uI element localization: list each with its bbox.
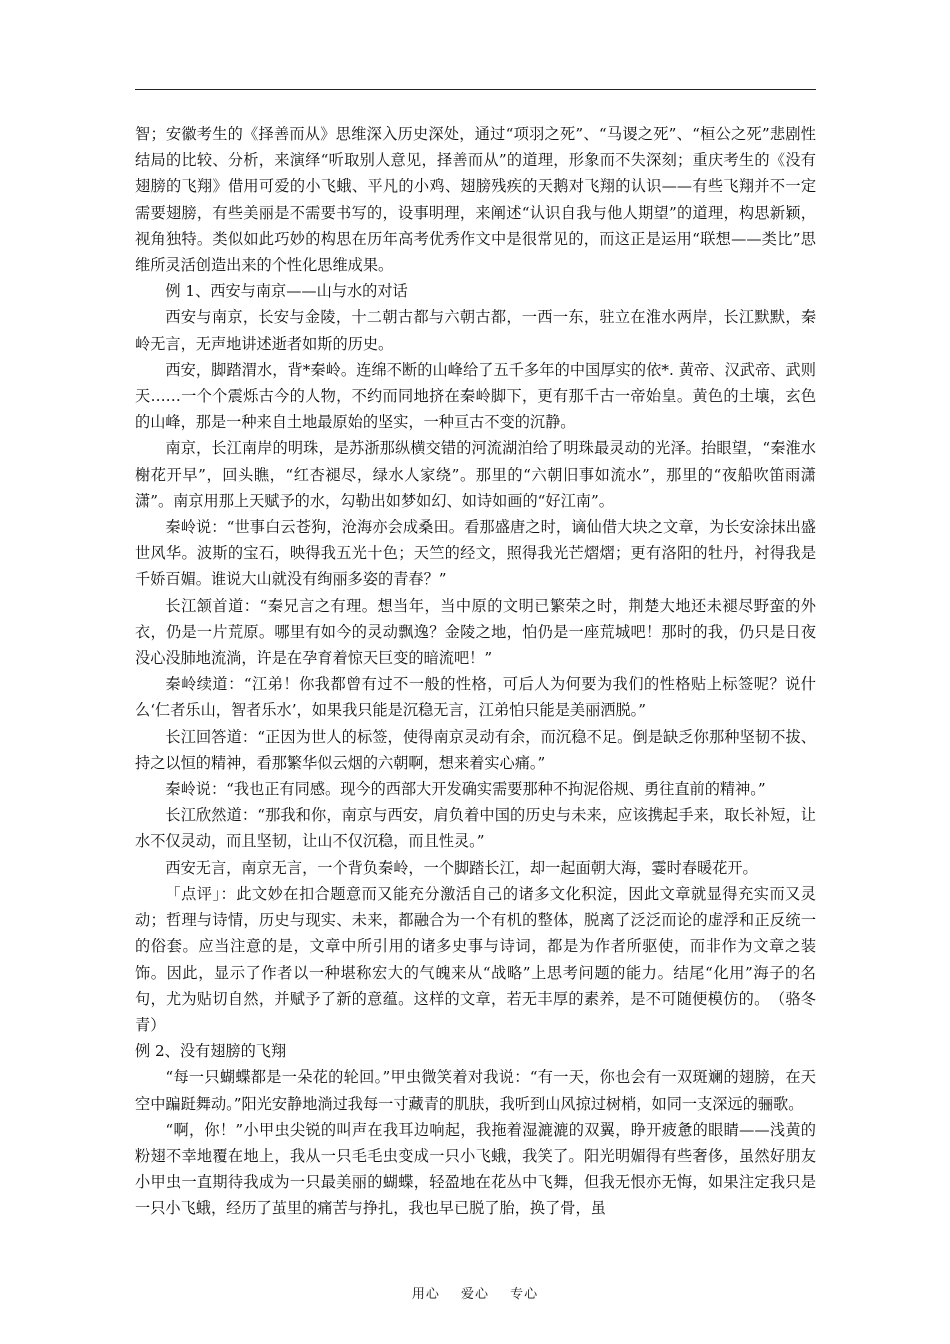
footer-text: 用心 xyxy=(411,1287,440,1302)
paragraph: 长江颔首道：“秦兄言之有理。想当年，当中原的文明已繁荣之时，荆楚大地还未褪尽野蛮的外衣，仍是一片荒原。哪里有如今的灵动飘逸？金陵之地，怕仍是一座荒城吧！那时的我，仍只是日夜没心没肺地流淌，许是在孕育着惊天巨变的暗流吧！” xyxy=(135,596,816,668)
paragraph: 秦岭续道：“江弟！你我都曾有过不一般的性格，可后人为何要为我们的性格贴上标签呢？说什么‘仁者乐山，智者乐水’，如果我只能是沉稳无言，江弟怕只能是美丽洒脱。” xyxy=(135,675,816,720)
header-rule xyxy=(135,89,816,90)
paragraph: 长江回答道：“正因为世人的标签，使得南京灵动有余，而沉稳不足。倒是缺乏你那种坚韧不拔、持之以恒的精神，看那繁华似云烟的六朝啊，想来着实心痛。” xyxy=(135,727,816,772)
paragraph: 西安，脚踏渭水，背*秦岭。连绵不断的山峰给了五千多年的中国厚实的依*. 黄帝、汉武帝、武则天……一个个震烁古今的人物，不约而同地挤在秦岭脚下，更有那千古一帝始皇。黄色的土壤，玄色的山峰，那是一种来自土地最原始的坚实，一种亘古不变的沉静。 xyxy=(135,360,816,432)
page-footer xyxy=(0,1283,950,1302)
example-heading: 例 2、没有翅膀的飞翔 xyxy=(135,1042,287,1061)
footer-text: 爱心 xyxy=(460,1287,489,1302)
paragraph: 秦岭说：“我也正有同感。现今的西部大开发确实需要那种不拘泥俗规、勇往直前的精神。” xyxy=(165,780,766,799)
example-heading: 例 1、西安与南京——山与水的对话 xyxy=(165,282,408,301)
paragraph: 南京，长江南岸的明珠，是苏浙那纵横交错的河流湖泊给了明珠最灵动的光泽。抬眼望，“秦淮水榭花开早”，回头瞧，“红杏褪尽，绿水人家绕”。那里的“六朝旧事如流水”，那里的“夜船吹笛雨潇潇”。南京用那上天赋予的水，勾勒出如梦如幻、如诗如画的“好江南”。 xyxy=(135,439,816,510)
document-body xyxy=(135,121,816,1222)
paragraph: “啊，你！”小甲虫尖锐的叫声在我耳边响起，我拖着湿漉漉的双翼，睁开疲惫的眼睛——浅黄的粉翅不幸地覆在地上，我从一只毛毛虫变成一只小飞蛾，我笑了。阳光明媚得有些奢侈，虽然好朋友小甲虫一直期待我成为一只最美丽的蝴蝶，轻盈地在花丛中飞舞，但我无恨亦无悔，如果注定我只是一只小飞蛾，经历了茧里的痛苦与挣扎，我也早已脱了胎，换了骨，虽 xyxy=(135,1120,816,1218)
footer-text: 专心 xyxy=(510,1287,539,1302)
commentary-paragraph: 「点评」：此文妙在扣合题意而又能充分激活自己的诸多文化积淀，因此文章就显得充实而又灵动；哲理与诗情，历史与现实、未来，都融合为一个有机的整体，脱离了泛泛而论的虚浮和正反统一的俗套。应当注意的是，文章中所引用的诸多史事与诗词，都是为作者所驱使，而非作为文章之装饰。因此，显示了作者以一种堪称宏大的气魄来从“战略”上思考问题的能力。结尾“化用”海子的名句，尤为贴切自然，并赋予了新的意蕴。这样的文章，若无丰厚的素养，是不可随便模仿的。 （骆冬青） xyxy=(135,884,816,1034)
paragraph: 秦岭说：“世事白云苍狗，沧海亦会成桑田。看那盛唐之时，谪仙借大块之文章，为长安涂抹出盛世风华。波斯的宝石，映得我五光十色；天竺的经文，照得我光芒熠熠；更有洛阳的牡丹，衬得我是千娇百媚。谁说大山就没有绚丽多姿的青春？” xyxy=(135,518,816,589)
paragraph: “每一只蝴蝶都是一朵花的轮回。”甲虫微笑着对我说：“有一天，你也会有一双斑斓的翅膀，在天空中蹁跹舞动。”阳光安静地淌过我每一寸藏青的肌肤，我听到山风掠过树梢，如同一支深远的骊歌。 xyxy=(135,1068,816,1113)
paragraph: 长江欣然道：“那我和你，南京与西安，肩负着中国的历史与未来，应该携起手来，取长补短，让水不仅灵动，而且坚韧，让山不仅沉稳，而且性灵。” xyxy=(135,806,816,851)
paragraph: 西安无言，南京无言，一个背负秦岭，一个脚踏长江，却一起面朝大海，霎时春暖花开。 xyxy=(165,858,758,877)
paragraph: 西安与南京，长安与金陵，十二朝古都与六朝古都，一西一东，驻立在淮水两岸，长江默默，秦岭无言，无声地讲述逝者如斯的历史。 xyxy=(135,308,816,353)
paragraph: 智；安徽考生的《择善而从》思维深入历史深处，通过“项羽之死”、“马谡之死”、“桓公之死”悲剧性结局的比较、分析，来演绎“听取别人意见，择善而从”的道理，形象而不失深刻；重庆考生的《没有翅膀的飞翔》借用可爱的小飞蛾、平凡的小鸡、翅膀残疾的天鹅对飞翔的认识——有些飞翔并不一定需要翅膀，有些美丽是不需要书写的，设事明理，来阐述“认识自我与他人期望”的道理，构思新颖，视角独特。类似如此巧妙的构思在历年高考优秀作文中是很常见的，而这正是运用“联想——类比”思维所灵活创造出来的个性化思维成果。 xyxy=(135,125,816,275)
